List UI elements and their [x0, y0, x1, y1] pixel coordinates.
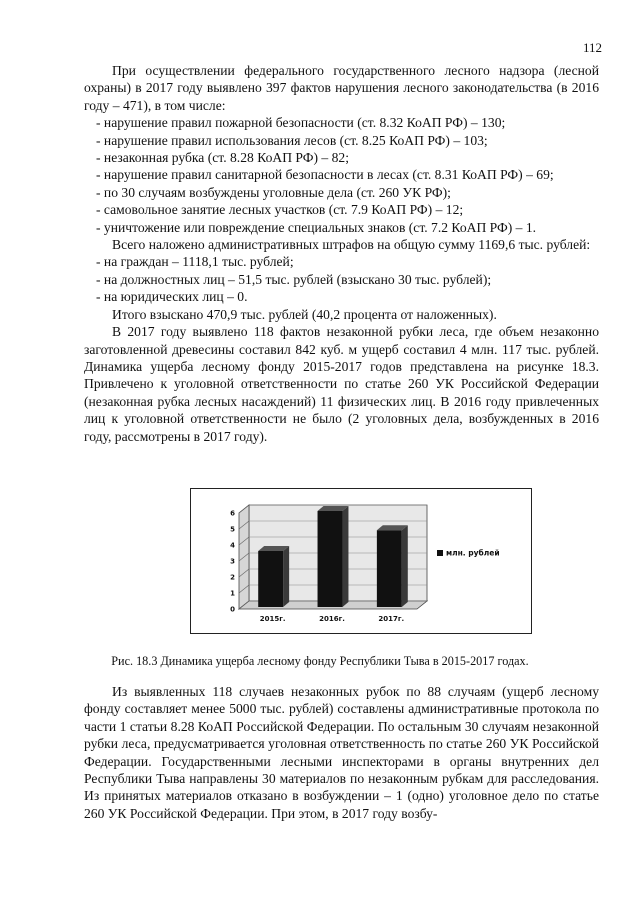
collected-paragraph: Итого взыскано 470,9 тыс. рублей (40,2 процента от наложенных). — [112, 306, 497, 322]
legend-label: млн. рублей — [446, 548, 500, 558]
fine-item: - на должностных лиц – 51,5 тыс. рублей (взыскано 30 тыс. рублей); — [96, 271, 492, 287]
violation-item: - по 30 случаям возбуждены уголовные дела (ст. 260 УК РФ); — [96, 184, 451, 200]
bottom-paragraph: Из выявленных 118 случаев незаконных рубок по 88 случаям (ущерб лесному фонду составляет менее 5000 тыс. рублей) составлены административные протокола по части 1 статьи 8.28 КоАП Российской Федерации. По остальным 30 случаям незаконной рубки леса, предусматривается уголовная ответственность по статье 260 УК Российской Федерации. Государственными лесными инспекторами в органы внутренних дел Республики Тыва направлены 30 материалов по незаконным рубкам для расследования. Из принятых материалов отказано в возбуждении – 1 (одно) уголовное дело по статье 260 УК Российской Федерации. При этом, в 2017 году возбу- — [84, 684, 599, 821]
violation-item: - нарушение правил санитарной безопасности в лесах (ст. 8.31 КоАП РФ) – 69; — [96, 167, 554, 183]
legend-swatch — [437, 550, 443, 556]
y-tick-label: 6 — [230, 509, 235, 518]
y-tick-label: 5 — [230, 525, 235, 534]
damage-chart — [190, 488, 532, 634]
page-number: 112 — [582, 40, 602, 55]
fines-intro: Всего наложено административных штрафов на общую сумму 1169,6 тыс. рублей: — [112, 237, 591, 253]
figure-caption: Рис. 18.3 Динамика ущерба лесному фонду Республики Тыва в 2015-2017 годах. — [111, 654, 529, 668]
bar-front — [377, 530, 402, 607]
violation-item: - уничтожение или повреждение специальных знаков (ст. 7.2 КоАП РФ) – 1. — [96, 219, 537, 235]
y-tick-label: 2 — [230, 573, 235, 582]
fine-item: - на граждан – 1118,1 тыс. рублей; — [96, 254, 294, 270]
y-tick-label: 0 — [230, 605, 235, 614]
bar-side — [402, 525, 408, 607]
violation-item: - самовольное занятие лесных участков (ст. 7.9 КоАП РФ) – 12; — [96, 202, 464, 218]
bar-side — [342, 506, 348, 607]
x-tick-label: 2015г. — [259, 615, 286, 623]
x-tick-label: 2017г. — [378, 615, 405, 623]
bar-front — [258, 551, 283, 607]
bar-side — [283, 546, 289, 607]
body-text-top — [84, 62, 599, 445]
x-tick-label: 2016г. — [319, 615, 345, 623]
body-text-bottom — [84, 683, 599, 822]
bar-front — [318, 511, 343, 607]
violation-item: - нарушение правил использования лесов (ст. 8.25 КоАП РФ) – 103; — [96, 132, 488, 148]
chart-canvas — [191, 489, 531, 633]
violation-item: - незаконная рубка (ст. 8.28 КоАП РФ) – 82; — [96, 150, 349, 166]
y-tick-label: 3 — [230, 557, 235, 566]
y-tick-label: 4 — [230, 541, 235, 550]
illegal-logging-paragraph: В 2017 году выявлено 118 фактов незаконной рубки леса, где объем незаконно заготовленной древесины составил 842 куб. м ущерб составил 4 млн. 117 тыс. рублей. Динамика ущерба лесному фонду 2015-2017 годов представлена на рисунке 18.3. Привлечено к уголовной ответственности по статье 260 УК Российской Федерации (незаконная рубка лесных насаждений) 11 физических лиц. В 2016 году привлеченных лиц к уголовной ответственности не было (2 уголовных дела, возбужденных в 2016 году, рассмотрены в 2017 году). — [84, 324, 599, 444]
violation-item: - нарушение правил пожарной безопасности (ст. 8.32 КоАП РФ) – 130; — [96, 115, 506, 131]
intro-paragraph: При осуществлении федерального государственного лесного надзора (лесной охраны) в 2017 году выявлено 397 фактов нарушения лесного законодательства (в 2016 году – 471), в том числе: — [84, 63, 599, 113]
y-tick-label: 1 — [230, 589, 235, 598]
fine-item: - на юридических лиц – 0. — [96, 289, 248, 305]
